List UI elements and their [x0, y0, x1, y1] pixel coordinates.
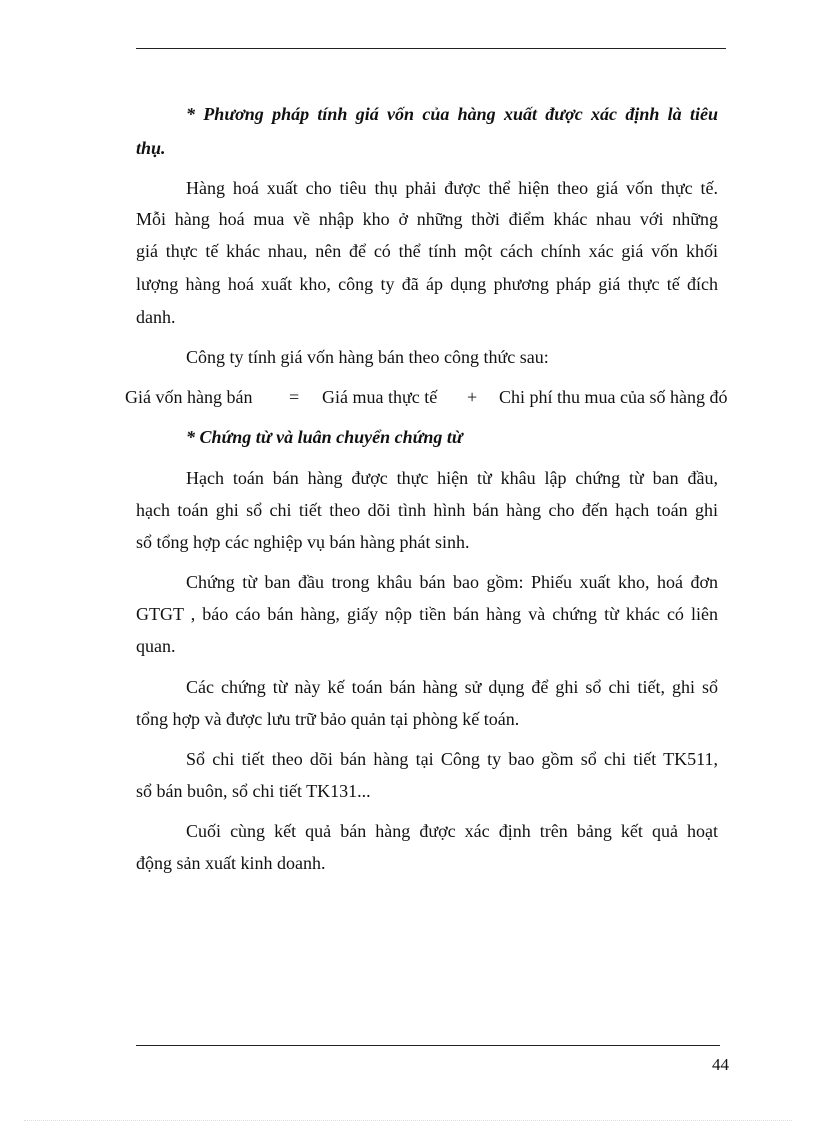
paragraph-line: Các chứng từ này kế toán bán hàng sử dụng để ghi sổ chi tiết, ghi sổ	[186, 677, 718, 697]
paragraph-line: giá thực tế khác nhau, nên để có thể tính một cách chính xác giá vốn khối	[136, 241, 718, 261]
footer-rule	[136, 1045, 720, 1046]
formula-equals-sign: =	[289, 387, 300, 407]
paragraph-line: Sổ chi tiết theo dõi bán hàng tại Công ty bao gồm sổ chi tiết TK511,	[186, 749, 718, 769]
formula-left-term: Giá vốn hàng bán	[125, 387, 253, 407]
cost-formula	[0, 386, 816, 408]
paragraph-line: Hạch toán bán hàng được thực hiện từ khâu lập chứng từ ban đầu,	[186, 468, 718, 488]
paragraph-line: GTGT , báo cáo bán hàng, giấy nộp tiền bán hàng và chứng từ khác có liên	[136, 604, 718, 624]
paragraph-line: sổ bán buôn, sổ chi tiết TK131...	[136, 781, 371, 801]
paragraph-line: quan.	[136, 636, 176, 656]
section-heading-documents: * Chứng từ và luân chuyển chứng từ	[186, 427, 463, 447]
paragraph-line: tổng hợp và được lưu trữ bảo quản tại phòng kế toán.	[136, 709, 520, 729]
formula-purchase-cost: Chi phí thu mua của số hàng đó	[499, 387, 728, 407]
paragraph-line: danh.	[136, 307, 176, 327]
formula-purchase-price: Giá mua thực tế	[322, 387, 438, 407]
paragraph-line: Cuối cùng kết quả bán hàng được xác định trên bảng kết quả hoạt	[186, 821, 718, 841]
section-heading-cost-method: * Phương pháp tính giá vốn của hàng xuất được xác định là tiêu	[186, 104, 718, 124]
paragraph-line: Chứng từ ban đầu trong khâu bán bao gồm: Phiếu xuất kho, hoá đơn	[186, 572, 718, 592]
header-rule	[136, 48, 726, 49]
paragraph-line: động sản xuất kinh doanh.	[136, 853, 326, 873]
paragraph-line: lượng hàng hoá xuất kho, công ty đã áp dụng phương pháp giá thực tế đích	[136, 274, 718, 294]
page-number: 44	[712, 1055, 729, 1074]
paragraph-line: Hàng hoá xuất cho tiêu thụ phải được thể hiện theo giá vốn thực tế.	[186, 178, 718, 198]
section-heading-cost-method-cont: thụ.	[136, 138, 166, 158]
paragraph-line: sổ tổng hợp các nghiệp vụ bán hàng phát sinh.	[136, 532, 470, 552]
page-edge-dots	[24, 1120, 792, 1121]
formula-plus-sign: +	[467, 387, 478, 407]
paragraph-line: hạch toán ghi sổ chi tiết theo dõi tình hình bán hàng cho đến hạch toán ghi	[136, 500, 718, 520]
paragraph-line: Công ty tính giá vốn hàng bán theo công thức sau:	[186, 347, 549, 367]
paragraph-line: Mỗi hàng hoá mua về nhập kho ở những thời điểm khác nhau với những	[136, 209, 718, 229]
